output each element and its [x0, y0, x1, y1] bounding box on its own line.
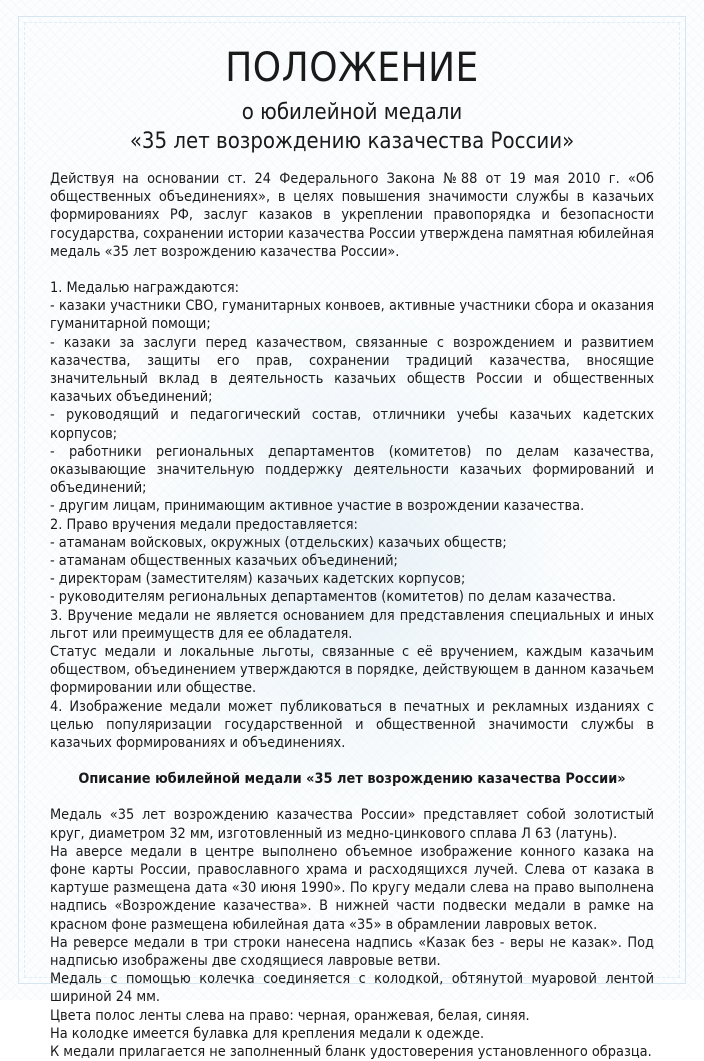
description-paragraph: На колодке имеется булавка для крепления медали к одежде. — [50, 1025, 485, 1042]
rule-item: Статус медали и локальные льготы, связанные с её вручением, каждым казачьим обществом, объединением утверждаются в порядке, действующем в данном казачьем формировании или обществе. — [50, 644, 654, 697]
intro-paragraph: Действуя на основании ст. 24 Федерального Закона №88 от 19 мая 2010 г. «Об общественных объединениях», в целях повышения значимости службы в казачьих формированиях РФ, заслуг казаков в укреплении правопорядка и безопасности государства, сохранении истории казачества России утверждена памятная юбилейная медаль «35 лет возрождению казачества России». — [50, 171, 654, 260]
rule-item: 3. Вручение медали не является основанием для представления специальных и иных льгот или преимуществ для ее обладателя. — [50, 607, 654, 642]
rule-item: - другим лицам, принимающим активное участие в возрождении казачества. — [50, 498, 585, 515]
rule-item: 4. Изображение медали может публиковаться в печатных и рекламных изданиях с целью популяризации государственной и общественной значимости службы в казачьих формированиях и объединениях. — [50, 698, 654, 752]
description-paragraph: Медаль «35 лет возрождению казачества России» представляет собой золотистый круг, диаметром 32 мм, изготовленный из медно-цинкового сплава Л 63 (латунь). — [50, 807, 654, 842]
rules-section — [50, 279, 654, 752]
rule-item: - руководящий и педагогический состав, отличники учебы казачьих кадетских корпусов; — [50, 407, 654, 442]
rule-item: - атаманам войсковых, окружных (отдельских) казачьих обществ; — [50, 534, 507, 551]
rule-item: - атаманам общественных казачьих объединений; — [50, 553, 398, 570]
document-title: ПОЛОЖЕНИЕ — [225, 45, 479, 91]
description-paragraph: Медаль с помощью колечка соединяется с колодкой, обтянутой муаровой лентой шириной 24 мм. — [50, 971, 654, 1006]
rule-item: - казаки за заслуги перед казачеством, связанные с возрождением и развитием казачества, защиты его прав, сохранении традиций казачества, вносящие значительный вклад в деятельность казачьих обществ России и общественных казачьих объединений; — [50, 334, 654, 406]
description-heading: Описание юбилейной медали «35 лет возрождению казачества России» — [78, 771, 626, 788]
document-subtitle — [50, 98, 654, 156]
rule-item: 1. Медалью награждаются: — [50, 280, 240, 297]
spacer — [50, 261, 654, 279]
rule-item: - работники региональных департаментов (комитетов) по делам казачества, оказывающие значительную поддержку деятельности казачьих формирований и объединений; — [50, 443, 654, 497]
rule-item: - казаки участники СВО, гуманитарных конвоев, активные участники сбора и оказания гуманитарной помощи; — [50, 298, 654, 333]
subtitle-line-2: «35 лет возрождению казачества России» — [129, 129, 575, 154]
description-paragraph: На реверсе медали в три строки нанесена надпись «Казак без - веры не казак». Под надписью изображены две сходящиеся лавровые ветви. — [50, 934, 654, 969]
description-paragraph: Цвета полос ленты слева на право: черная, оранжевая, белая, синяя. — [50, 1007, 530, 1024]
rule-item: 2. Право вручения медали предоставляется: — [50, 516, 358, 533]
rule-item: - руководителям региональных департаментов (комитетов) по делам казачества. — [50, 589, 617, 606]
document-content — [50, 44, 654, 1061]
description-section — [50, 806, 654, 1061]
description-paragraph: К медали прилагается не заполненный бланк удостоверения установленного образца. — [50, 1043, 652, 1060]
subtitle-line-1: о юбилейной медали — [241, 100, 463, 125]
description-paragraph: На аверсе медали в центре выполнено объемное изображение конного казака на фоне карты России, православного храма и расходящихся лучей. Слева от казака в картуше размещена дата «30 июня 1990». По кругу медали слева на право выполнена надпись «Возрождение казачества». В нижней части подвески медали в рамке на красном фоне размещена юбилейная дата «35» в обрамлении лавровых веток. — [50, 843, 654, 933]
rule-item: - директорам (заместителям) казачьих кадетских корпусов; — [50, 571, 466, 588]
